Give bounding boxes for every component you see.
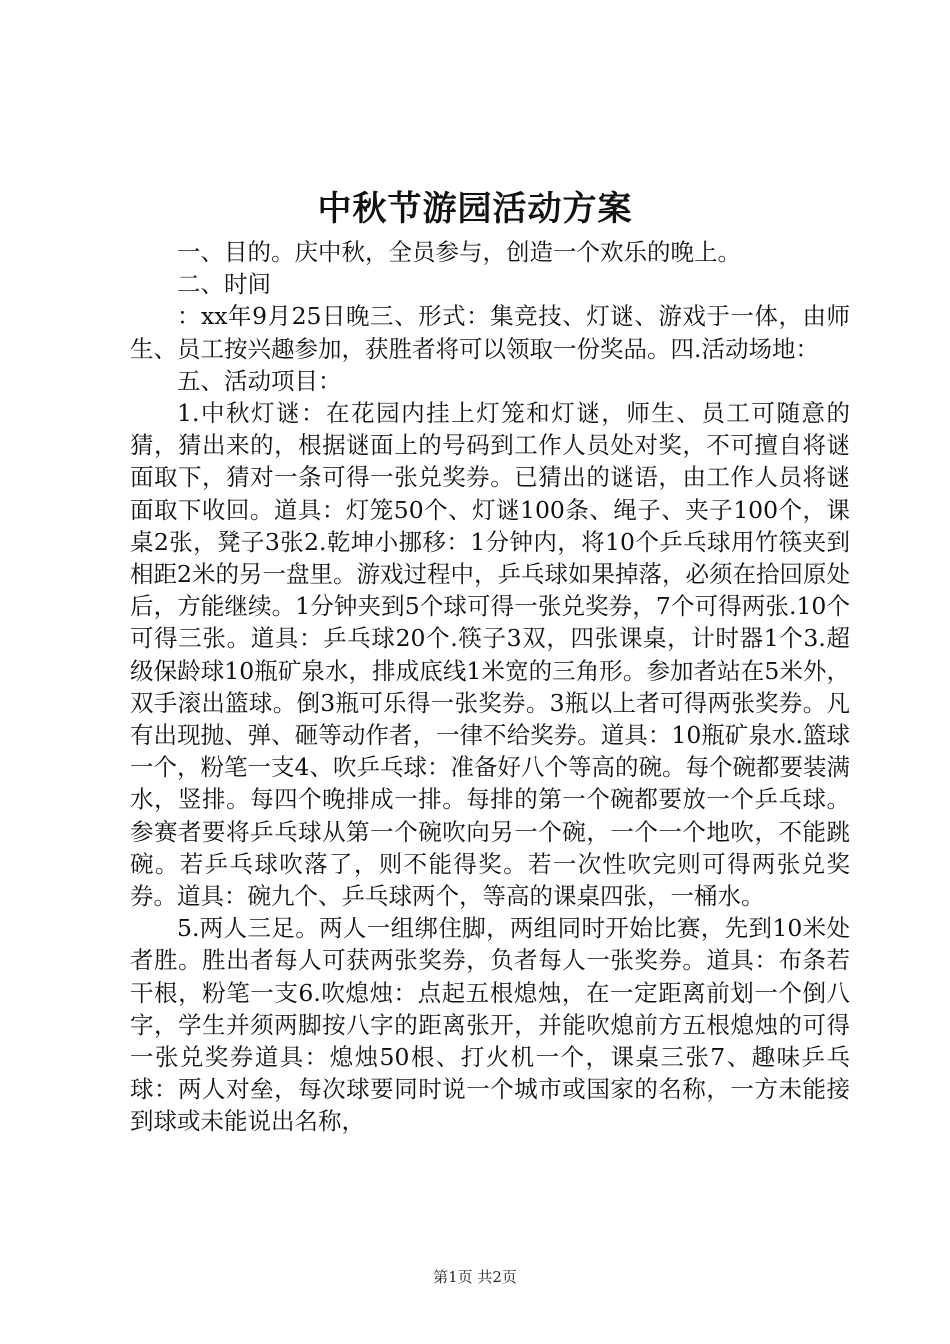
page-number-footer: 第1页 共2页 <box>433 1268 517 1286</box>
paragraph-time-heading: 二、时间 <box>177 270 271 299</box>
document-title: 中秋节游园活动方案 <box>317 189 633 229</box>
paragraph-activities-heading: 五、活动项目： <box>177 366 342 395</box>
document-body <box>130 236 850 1138</box>
paragraph-purpose: 一、目的。庆中秋，全员参与，创造一个欢乐的晚上。 <box>177 238 741 266</box>
paragraph-activities-1-4: 1.中秋灯谜：在花园内挂上灯笼和灯谜，师生、员工可随意的猜，猜出来的，根据谜面上的号码到工作人员处对奖，不可擅自将谜面取下，猜对一条可得一张兑奖券。已猜出的谜语，由工作人员将谜面取下收回。道具：灯笼50个、灯谜100条、绳子、夹子100个，课桌2张，凳子3张2.乾坤小挪移：1分钟内，将10个乒乓球用竹筷夹到相距2米的另一盘里。游戏过程中，乒乓球如果掉落，必须在拾回原处后，方能继续。1分钟夹到5个球可得一张兑奖券，7个可得两张.10个可得三张。道具：乒乓球20个.筷子3双，四张课桌，计时器1个3.超级保龄球10瓶矿泉水，排成底线1米宽的三角形。参加者站在5米外，双手滚出篮球。倒3瓶可乐得一张奖券。3瓶以上者可得两张奖券。凡有出现抛、弹、砸等动作者，一律不给奖券。道具：10瓶矿泉水.篮球一个，粉笔一支4、吹乒乓球：准备好八个等高的碗。每个碗都要装满水，竖排。每四个晚排成一排。每排的第一个碗都要放一个乒乓球。参赛者要将乒乓球从第一个碗吹向另一个碗，一个一个地吹，不能跳碗。若乒乓球吹落了，则不能得奖。若一次性吹完则可得两张兑奖券。道具：碗九个、乒乓球两个，等高的课桌四张，一桶水。 <box>130 399 850 911</box>
paragraph-time-form: ：xx年9月25日晚三、形式：集竞技、灯谜、游戏于一体，由师生、员工按兴趣参加，获胜者将可以领取一份奖品。四.活动场地： <box>130 302 850 363</box>
paragraph-activities-5-7: 5.两人三足。两人一组绑住脚，两组同时开始比赛，先到10米处者胜。胜出者每人可获两张奖券，负者每人一张奖券。道具：布条若干根，粉笔一支6.吹熄烛：点起五根熄烛，在一定距离前划一个倒八字，学生并须两脚按八字的距离张开，并能吹熄前方五根熄烛的可得一张兑奖券道具：熄烛50根、打火机一个，课桌三张7、趣味乒乓球：两人对垒，每次球要同时说一个城市或国家的名称，一方未能接到球或未能说出名称， <box>130 914 850 1136</box>
